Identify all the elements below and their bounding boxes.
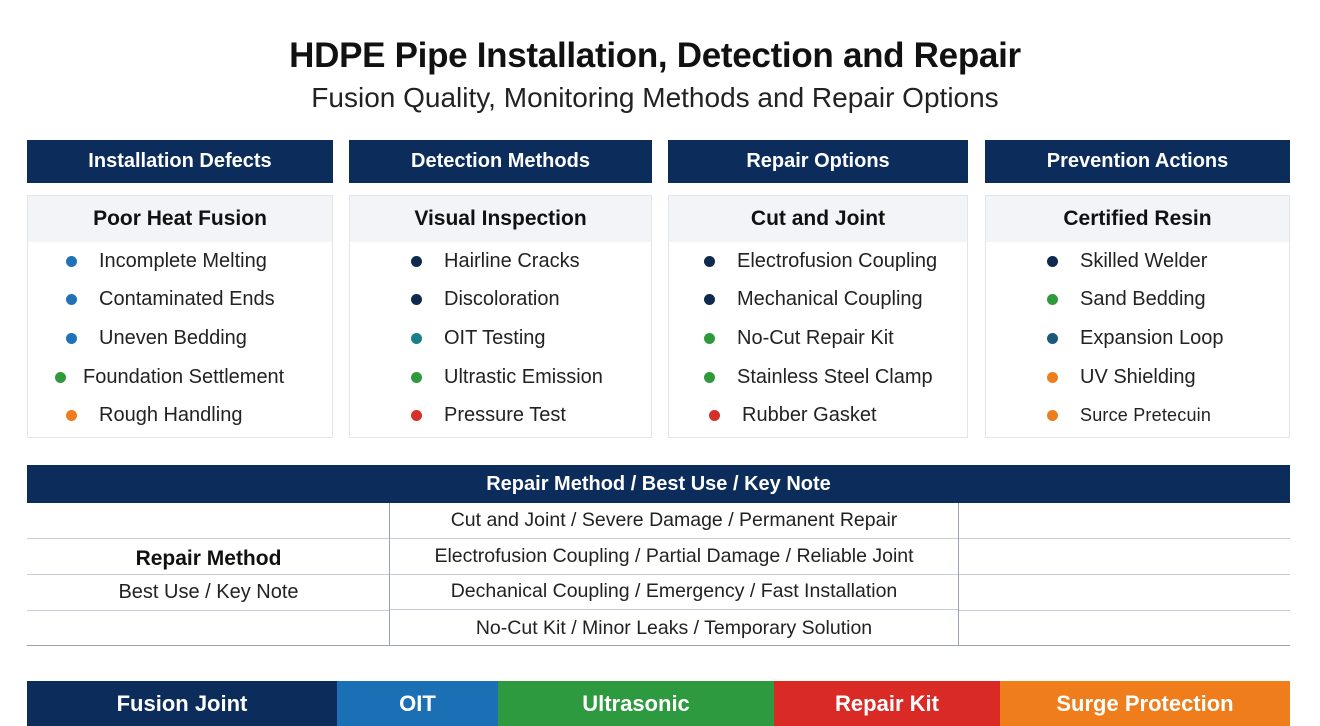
- list-item-label: Skilled Welder: [1080, 249, 1208, 272]
- column-header-prevention-actions: Prevention Actions: [985, 140, 1290, 183]
- list-item: [28, 358, 332, 397]
- list-item: [28, 281, 332, 320]
- bullet-dot-icon: [1047, 372, 1058, 383]
- list-item: [350, 242, 651, 281]
- bullet-dot-icon: [709, 410, 720, 421]
- card-list: [669, 242, 967, 435]
- table-right-column: [959, 503, 1290, 646]
- list-item-label: No-Cut Repair Kit: [737, 326, 894, 349]
- table-header: Repair Method / Best Use / Key Note: [27, 465, 1290, 503]
- list-item: [986, 396, 1289, 435]
- list-item: [350, 358, 651, 397]
- table-label-best-use: Best Use / Key Note: [118, 581, 299, 603]
- list-item: [669, 281, 967, 320]
- legend-surge-protection: Surge Protection: [1000, 681, 1290, 726]
- bullet-dot-icon: [411, 333, 422, 344]
- card-repair-options: [668, 195, 968, 438]
- list-item-label: Incomplete Melting: [99, 249, 267, 272]
- column-header-installation-defects: Installation Defects: [27, 140, 333, 183]
- legend-oit: OIT: [337, 681, 498, 726]
- list-item: [350, 281, 651, 320]
- list-item: [28, 396, 332, 435]
- card-title: Cut and Joint: [669, 196, 967, 242]
- card-prevention-actions: [985, 195, 1290, 438]
- list-item: [350, 319, 651, 358]
- list-item: [669, 319, 967, 358]
- list-item: [350, 396, 651, 435]
- bullet-dot-icon: [1047, 294, 1058, 305]
- list-item-label: Discoloration: [444, 288, 560, 311]
- list-item-label: Expansion Loop: [1080, 326, 1224, 349]
- list-item-label: Pressure Test: [444, 404, 566, 427]
- list-item: [28, 242, 332, 281]
- bullet-dot-icon: [704, 333, 715, 344]
- bullet-dot-icon: [66, 410, 77, 421]
- list-item-label: Hairline Cracks: [444, 249, 580, 272]
- page-subtitle: Fusion Quality, Monitoring Methods and Repair Options: [311, 82, 999, 113]
- legend-ultrasonic: Ultrasonic: [498, 681, 774, 726]
- bullet-dot-icon: [1047, 256, 1058, 267]
- list-item-label: Rough Handling: [99, 404, 243, 427]
- list-item-label: OIT Testing: [444, 326, 546, 349]
- repair-method-table: [27, 503, 1290, 646]
- list-item-label: Electrofusion Coupling: [737, 249, 938, 272]
- bullet-dot-icon: [704, 256, 715, 267]
- table-row: Dechanical Coupling / Emergency / Fast Installation: [390, 575, 958, 611]
- bullet-dot-icon: [704, 294, 715, 305]
- list-item: [986, 319, 1289, 358]
- list-item-label: Foundation Settlement: [83, 365, 285, 388]
- list-item: [669, 358, 967, 397]
- card-title: Visual Inspection: [350, 196, 651, 242]
- list-item-label: UV Shielding: [1080, 365, 1196, 388]
- card-list: [986, 242, 1289, 435]
- table-middle-column: [390, 503, 959, 646]
- bullet-dot-icon: [411, 256, 422, 267]
- list-item-label: Ultrastic Emission: [444, 365, 603, 388]
- list-item-label: Rubber Gasket: [742, 404, 877, 427]
- bullet-dot-icon: [1047, 410, 1058, 421]
- list-item: [669, 242, 967, 281]
- list-item: [669, 396, 967, 435]
- list-item: [986, 358, 1289, 397]
- bullet-dot-icon: [704, 372, 715, 383]
- card-list: [28, 242, 332, 435]
- column-header-detection-methods: Detection Methods: [349, 140, 652, 183]
- list-item-label: Stainless Steel Clamp: [737, 365, 933, 388]
- bullet-dot-icon: [66, 256, 77, 267]
- list-item-label: Contaminated Ends: [99, 288, 275, 311]
- list-item-label: Sand Bedding: [1080, 288, 1206, 311]
- bullet-dot-icon: [411, 372, 422, 383]
- list-item-label: Mechanical Coupling: [737, 288, 923, 311]
- list-item: [28, 319, 332, 358]
- bullet-dot-icon: [66, 294, 77, 305]
- table-row: Cut and Joint / Severe Damage / Permanent Repair: [390, 503, 958, 539]
- card-list: [350, 242, 651, 435]
- bullet-dot-icon: [1047, 333, 1058, 344]
- legend-fusion-joint: Fusion Joint: [27, 681, 337, 726]
- list-item: [986, 281, 1289, 320]
- column-header-repair-options: Repair Options: [668, 140, 968, 183]
- card-detection-methods: [349, 195, 652, 438]
- list-item: [986, 242, 1289, 281]
- list-item-label: Surce Pretecuin: [1080, 405, 1212, 426]
- page-title: HDPE Pipe Installation, Detection and Repair: [289, 36, 1021, 75]
- card-title: Certified Resin: [986, 196, 1289, 242]
- table-left-column: [27, 503, 390, 646]
- table-row: No-Cut Kit / Minor Leaks / Temporary Solution: [475, 616, 873, 639]
- table-row: Electrofusion Coupling / Partial Damage / Reliable Joint: [390, 539, 958, 575]
- bullet-dot-icon: [411, 294, 422, 305]
- table-label-repair-method: Repair Method: [135, 547, 282, 570]
- card-title: Poor Heat Fusion: [28, 196, 332, 242]
- card-installation-defects: [27, 195, 333, 438]
- legend-repair-kit: Repair Kit: [774, 681, 1000, 726]
- bullet-dot-icon: [66, 333, 77, 344]
- list-item-label: Uneven Bedding: [99, 326, 247, 349]
- bullet-dot-icon: [55, 372, 66, 383]
- bullet-dot-icon: [411, 410, 422, 421]
